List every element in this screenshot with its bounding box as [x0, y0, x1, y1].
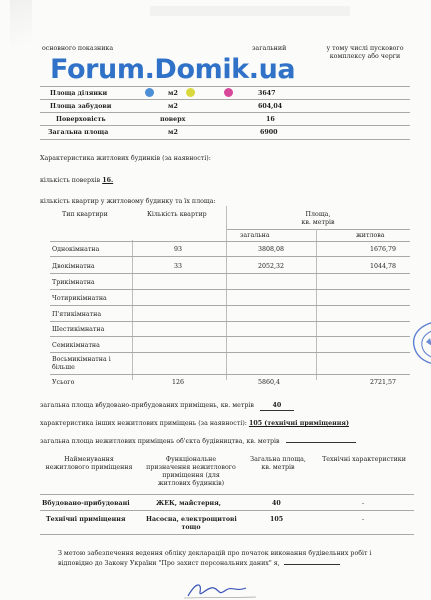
signature-mark [180, 578, 260, 600]
apt-table-line [50, 305, 410, 306]
nonres-header-func-4: житлових будинків) [157, 480, 225, 487]
watermark-dot-blue [145, 88, 154, 97]
nonres-char-label: характеристика інших нежитлових приміщень (за наявності): [40, 420, 247, 427]
nonres-char-line [40, 420, 349, 428]
apt-row-count: 33 [174, 263, 183, 270]
top-row-label: Площа забудови [50, 103, 112, 110]
apt-table-line [50, 374, 410, 375]
apt-col-divider [226, 206, 227, 380]
apt-table-line [50, 289, 410, 290]
builtin-area-value: 40 [260, 402, 294, 411]
apt-total-count: 126 [172, 379, 185, 386]
apt-header-area-2: кв. метрів [301, 219, 335, 226]
top-header-total: загальний [252, 45, 287, 52]
nonres-header-name-2: нежитлового приміщення [45, 464, 133, 471]
apt-table-line [50, 336, 410, 337]
apartments-label: кількість квартир у житловому будинку та їх площа: [40, 198, 216, 205]
top-row-unit: м2 [168, 103, 178, 110]
apt-header-area-1: Площа, [305, 211, 331, 218]
apt-table-line [50, 241, 410, 242]
residential-heading: Характеристика житлових будинків (за наявності): [40, 155, 211, 162]
nonres-header-func-1: Функціональне [165, 456, 217, 463]
apt-header-count: Кількість квартир [147, 211, 207, 218]
top-row-unit: поверх [160, 116, 186, 123]
apt-header-total: загальна [240, 232, 270, 239]
footer-line-2 [58, 560, 340, 568]
nonres-row-func-cont: тощо [181, 524, 201, 531]
apt-col-divider [132, 240, 133, 380]
footer-blank [284, 564, 340, 565]
nonres-char-value: 105 (технічні приміщення) [248, 420, 349, 427]
top-row-value: 604,04 [258, 103, 283, 110]
apt-table-line [50, 273, 410, 274]
apt-row-total: 3808,08 [258, 246, 285, 253]
nonres-table-line [40, 510, 414, 511]
scan-corner-mark [10, 0, 32, 56]
apt-header-type: Тип квартири [62, 211, 108, 218]
top-row-unit: м2 [168, 129, 178, 136]
nonres-row-name: Технічні приміщення [46, 516, 126, 523]
nonres-row-area: 105 [270, 516, 284, 523]
apt-row-type: Чотирикімнатна [52, 295, 107, 302]
apt-row-total: 2052,32 [258, 263, 285, 270]
top-row-value: 3647 [258, 90, 276, 97]
stamp-mark [408, 320, 431, 366]
builtin-area-line [40, 402, 294, 411]
apt-table-line [50, 352, 410, 353]
top-table-line [40, 139, 410, 140]
apt-row-type: П'ятикімнатна [52, 311, 102, 318]
nonres-table-line [40, 494, 414, 495]
top-row-label: Площа ділянки [50, 90, 108, 97]
top-header-indicator: основного показника [42, 45, 114, 52]
apt-row-living: 1676,79 [370, 246, 397, 253]
apt-total-label: Усього [52, 379, 75, 386]
builtin-area-label: загальна площа вбудовано-прибудованих приміщень, кв. метрів [40, 402, 254, 409]
top-row-label: Поверховість [56, 116, 106, 123]
nonres-header-name-1: Найменування [64, 456, 114, 463]
apt-row-type: Шестикімнатна [52, 326, 105, 333]
apt-subheader-line [226, 229, 410, 230]
top-row-label: Загальна площа [48, 129, 109, 136]
nonres-row-func: Насосна, електрощитові [146, 516, 237, 523]
top-row-value: 16 [266, 116, 275, 123]
top-row-value: 6900 [260, 129, 278, 136]
apt-total-area: 5860,4 [258, 379, 281, 386]
nonres-row-area: 40 [272, 500, 281, 507]
nonres-header-tech: Технічні характеристики [322, 456, 406, 463]
apt-table-line [50, 256, 410, 257]
scan-shadow-top [150, 6, 350, 16]
apt-row-count: 93 [174, 246, 183, 253]
footer-line-1: З метою забезпечення ведення обліку декларацій про початок виконання будівельних робіт і [58, 550, 372, 557]
floors-value: 16. [102, 177, 114, 184]
nonres-row-tech: - [362, 516, 365, 523]
watermark-dot-pink [224, 88, 233, 97]
nonres-header-area-2: кв. метрів [261, 464, 295, 471]
top-header-startup-2: комплексу або черги [329, 53, 401, 60]
apt-row-type: Трикімнатна [52, 279, 95, 286]
nonres-header-area-1: Загальна площа, [250, 456, 306, 463]
apt-row-type: Однокімнатна [52, 246, 100, 253]
nonres-row-tech: - [362, 500, 365, 507]
nonres-row-name: Вбудовано-прибудовані [42, 500, 130, 507]
nonres-area-label: загальна площа нежитлових приміщень об'єкта будівництва, кв. метрів [40, 438, 280, 445]
floors-label: кількість поверхів [40, 177, 101, 184]
top-header-startup-1: у тому числі пускового [326, 45, 404, 52]
nonres-area-blank [286, 442, 356, 443]
nonres-header-func-2: призначення нежитлового [146, 464, 236, 471]
nonres-row-func: ЖЕК, майстерня, [156, 500, 221, 507]
floors-count-line [40, 177, 113, 185]
footer-line-2-text: відповідно до Закону України "Про захист персональних даних" я, [58, 560, 280, 567]
nonres-table-line [40, 534, 414, 535]
top-row-unit: м2 [168, 90, 178, 97]
top-table-line [40, 112, 410, 113]
watermark-logo: Forum.Domik.ua [50, 54, 296, 85]
apt-row-living: 1044,78 [370, 263, 397, 270]
apt-row-type: Семикімнатна [52, 342, 100, 349]
apt-header-living: житлова [356, 232, 385, 239]
apt-row-type-cont: більше [52, 364, 75, 371]
top-table-line [40, 86, 410, 87]
apt-row-type: Двокімнатна [52, 263, 95, 270]
top-table-line [40, 99, 410, 100]
nonres-area-line [40, 438, 356, 446]
apt-total-living: 2721,57 [370, 379, 397, 386]
apt-table-line [50, 321, 410, 322]
watermark-dot-yellow [186, 88, 195, 97]
top-table-line [40, 125, 410, 126]
apt-row-type: Восьмикімнатна і [52, 356, 111, 363]
nonres-header-func-3: приміщення (для [162, 472, 220, 479]
